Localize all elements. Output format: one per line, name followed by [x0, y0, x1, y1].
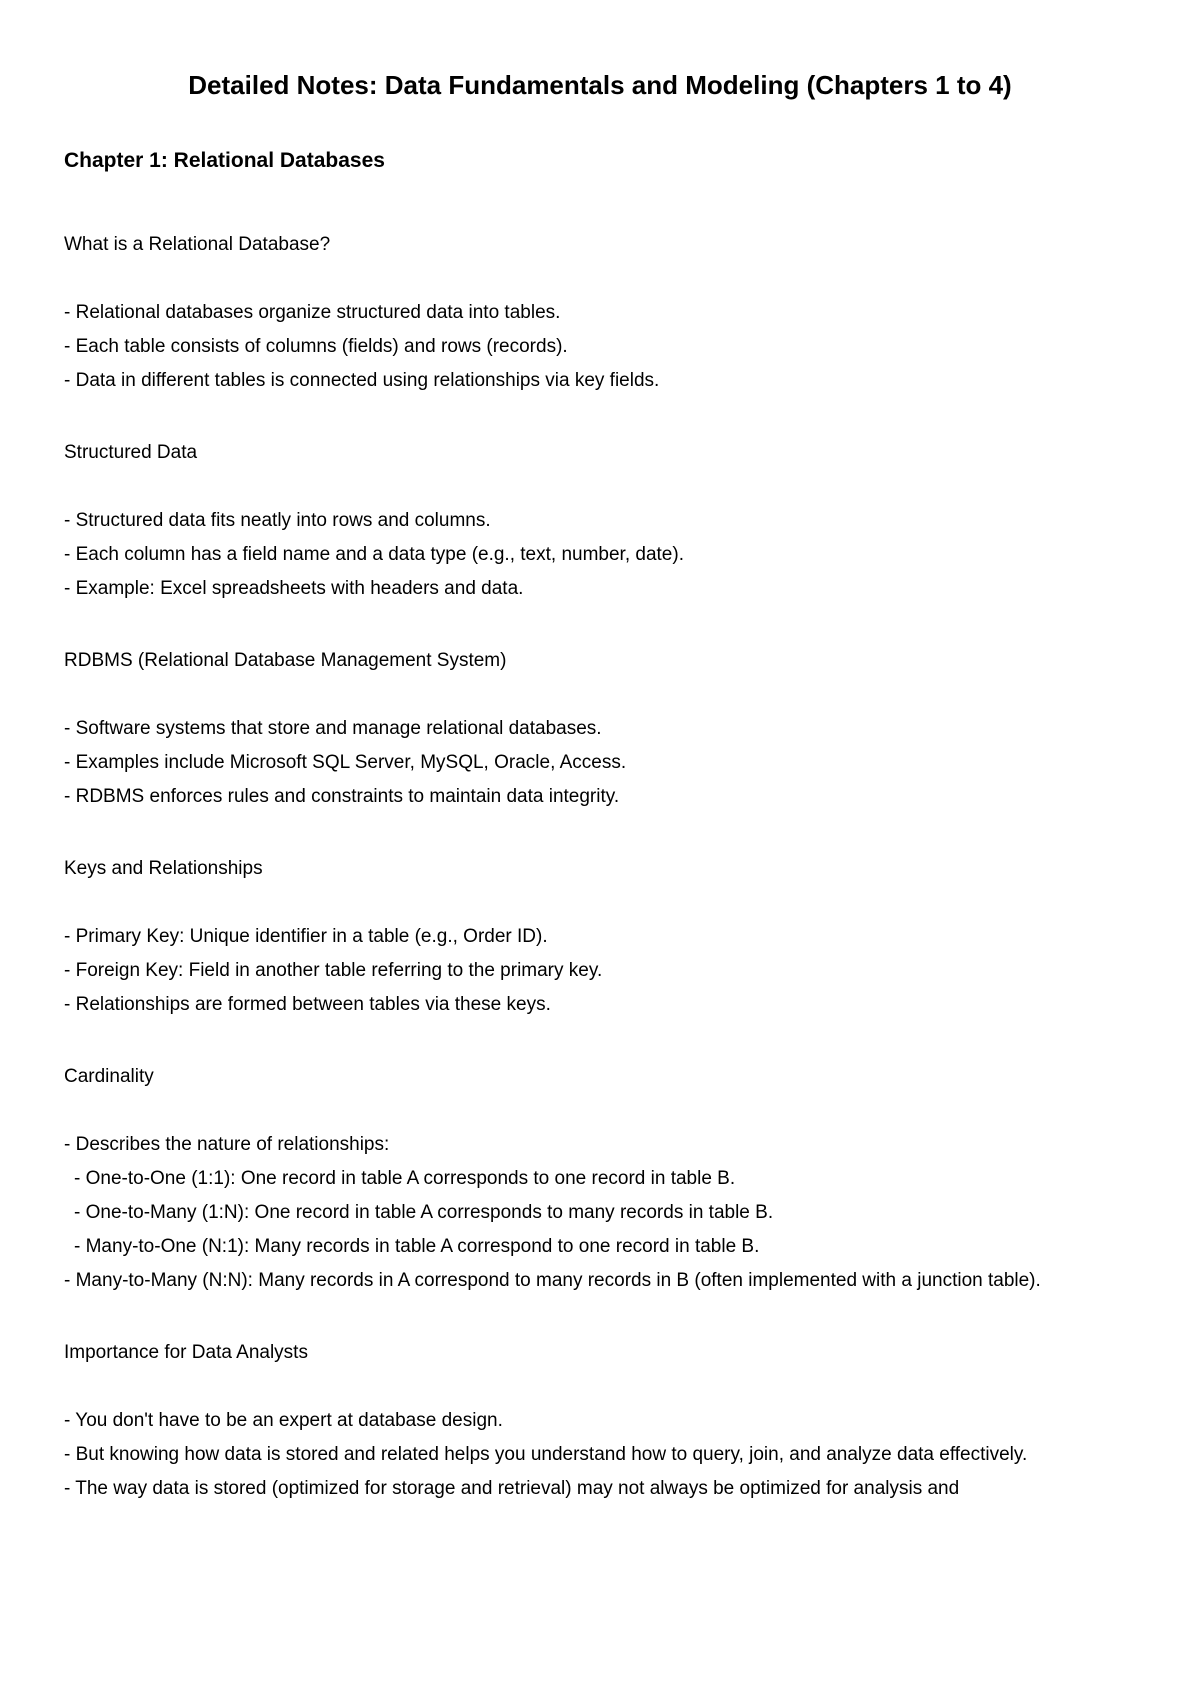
- chapter-heading: Chapter 1: Relational Databases: [64, 149, 385, 172]
- section-heading: RDBMS (Relational Database Management System): [64, 650, 507, 671]
- section-structured-data: [64, 436, 1136, 606]
- bullet-item: - Describes the nature of relationships:: [64, 1134, 390, 1155]
- sub-bullet-item: - One-to-One (1:1): One record in table A corresponds to one record in table B.: [74, 1168, 736, 1189]
- section-what-is-relational-database: [64, 228, 1136, 398]
- section-heading: Keys and Relationships: [64, 858, 263, 879]
- bullet-list: [64, 296, 1136, 398]
- bullet-list: [64, 504, 1136, 606]
- bullet-item: - Primary Key: Unique identifier in a table (e.g., Order ID).: [64, 926, 548, 947]
- section-heading: What is a Relational Database?: [64, 234, 331, 255]
- bullet-list: [64, 1128, 1136, 1298]
- section-importance-for-analysts: [64, 1336, 1136, 1506]
- bullet-item: - But knowing how data is stored and related helps you understand how to query, join, and analyze data effectively.: [64, 1444, 1028, 1465]
- bullet-item: - Relational databases organize structured data into tables.: [64, 302, 561, 323]
- bullet-list: [64, 920, 1136, 1022]
- bullet-item: - Relationships are formed between tables via these keys.: [64, 994, 551, 1015]
- bullet-item: - You don't have to be an expert at database design.: [64, 1410, 503, 1431]
- bullet-item: - Structured data fits neatly into rows and columns.: [64, 510, 491, 531]
- bullet-item: - Data in different tables is connected using relationships via key fields.: [64, 370, 660, 391]
- section-heading: Cardinality: [64, 1066, 154, 1087]
- bullet-item: - Each column has a field name and a data type (e.g., text, number, date).: [64, 544, 684, 565]
- section-rdbms: [64, 644, 1136, 814]
- section-keys-and-relationships: [64, 852, 1136, 1022]
- bullet-item: - RDBMS enforces rules and constraints to maintain data integrity.: [64, 786, 620, 807]
- bullet-list: [64, 712, 1136, 814]
- bullet-item: - Example: Excel spreadsheets with headers and data.: [64, 578, 524, 599]
- bullet-item: - Foreign Key: Field in another table referring to the primary key.: [64, 960, 603, 981]
- section-heading: Importance for Data Analysts: [64, 1342, 308, 1363]
- bullet-item: - Software systems that store and manage relational databases.: [64, 718, 602, 739]
- bullet-item: - The way data is stored (optimized for storage and retrieval) may not always be optimized for analysis and: [64, 1478, 960, 1499]
- bullet-item: - Each table consists of columns (fields) and rows (records).: [64, 336, 568, 357]
- bullet-list: [64, 1404, 1136, 1506]
- sub-bullet-item: - One-to-Many (1:N): One record in table A corresponds to many records in table B.: [74, 1202, 774, 1223]
- document-title: Detailed Notes: Data Fundamentals and Modeling (Chapters 1 to 4): [188, 70, 1012, 100]
- sub-bullet-item: - Many-to-Many (N:N): Many records in A correspond to many records in B (often implemented with a junction table).: [64, 1270, 1041, 1291]
- bullet-item: - Examples include Microsoft SQL Server, MySQL, Oracle, Access.: [64, 752, 627, 773]
- section-cardinality: [64, 1060, 1136, 1298]
- sub-bullet-item: - Many-to-One (N:1): Many records in table A correspond to one record in table B.: [74, 1236, 760, 1257]
- section-heading: Structured Data: [64, 442, 198, 463]
